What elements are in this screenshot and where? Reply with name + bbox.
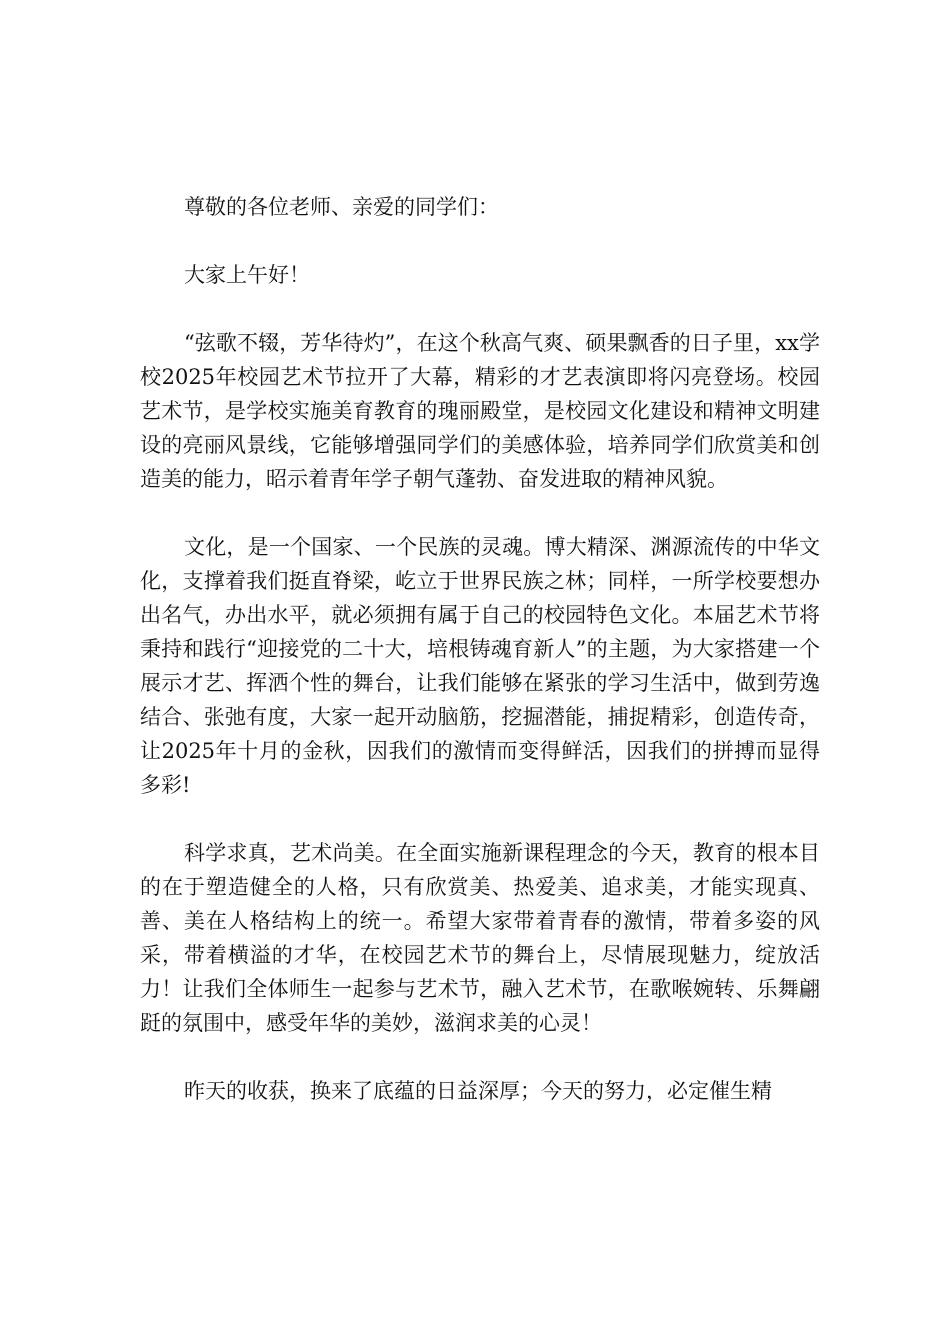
paragraph-culture: 文化，是一个国家、一个民族的灵魂。博大精深、渊源流传的中华文化，支撑着我们挺直脊梁，屹立于世界民族之林；同样，一所学校要想办出名气，办出水平，就必须拥有属于自己的校园特色文化。本届艺术节将秉持和践行“迎接党的二十大，培根铸魂育新人”的主题，为大家搭建一个展示才艺、挥洒个性的舞台，让我们能够在紧张的学习生活中，做到劳逸结合、张弛有度，大家一起开动脑筋，挖掘潜能，捕捉精彩，创造传奇，让2025年十月的金秋，因我们的激情而变得鲜活，因我们的拼搏而显得多彩! bbox=[140, 535, 820, 797]
document-body bbox=[140, 190, 820, 1108]
salutation: 尊敬的各位老师、亲爱的同学们： bbox=[184, 195, 499, 219]
greeting: 大家上午好！ bbox=[184, 263, 310, 287]
paragraph-opening: “弦歌不辍，芳华待灼”，在这个秋高气爽、硕果飘香的日子里，xx学校2025年校园艺术节拉开了大幕，精彩的才艺表演即将闪亮登场。校园艺术节，是学校实施美育教育的瑰丽殿堂，是校园文化建设和精神文明建设的亮丽风景线，它能够增强同学们的美感体验，培养同学们欣赏美和创造美的能力，昭示着青年学子朝气蓬勃、奋发进取的精神风貌。 bbox=[140, 331, 820, 491]
paragraph-yesterday: 昨天的收获，换来了底蕴的日益深厚；今天的努力，必定催生精 bbox=[184, 1079, 772, 1103]
paragraph-science-art: 科学求真，艺术尚美。在全面实施新课程理念的今天，教育的根本目的在于塑造健全的人格，只有欣赏美、热爱美、追求美，才能实现真、善、美在人格结构上的统一。希望大家带着青春的激情，带着多姿的风采，带着横溢的才华，在校园艺术节的舞台上，尽情展现魅力，绽放活力！让我们全体师生一起参与艺术节，融入艺术节，在歌喉婉转、乐舞翩跹的氛围中，感受年华的美妙，滋润求美的心灵！ bbox=[140, 841, 820, 1035]
